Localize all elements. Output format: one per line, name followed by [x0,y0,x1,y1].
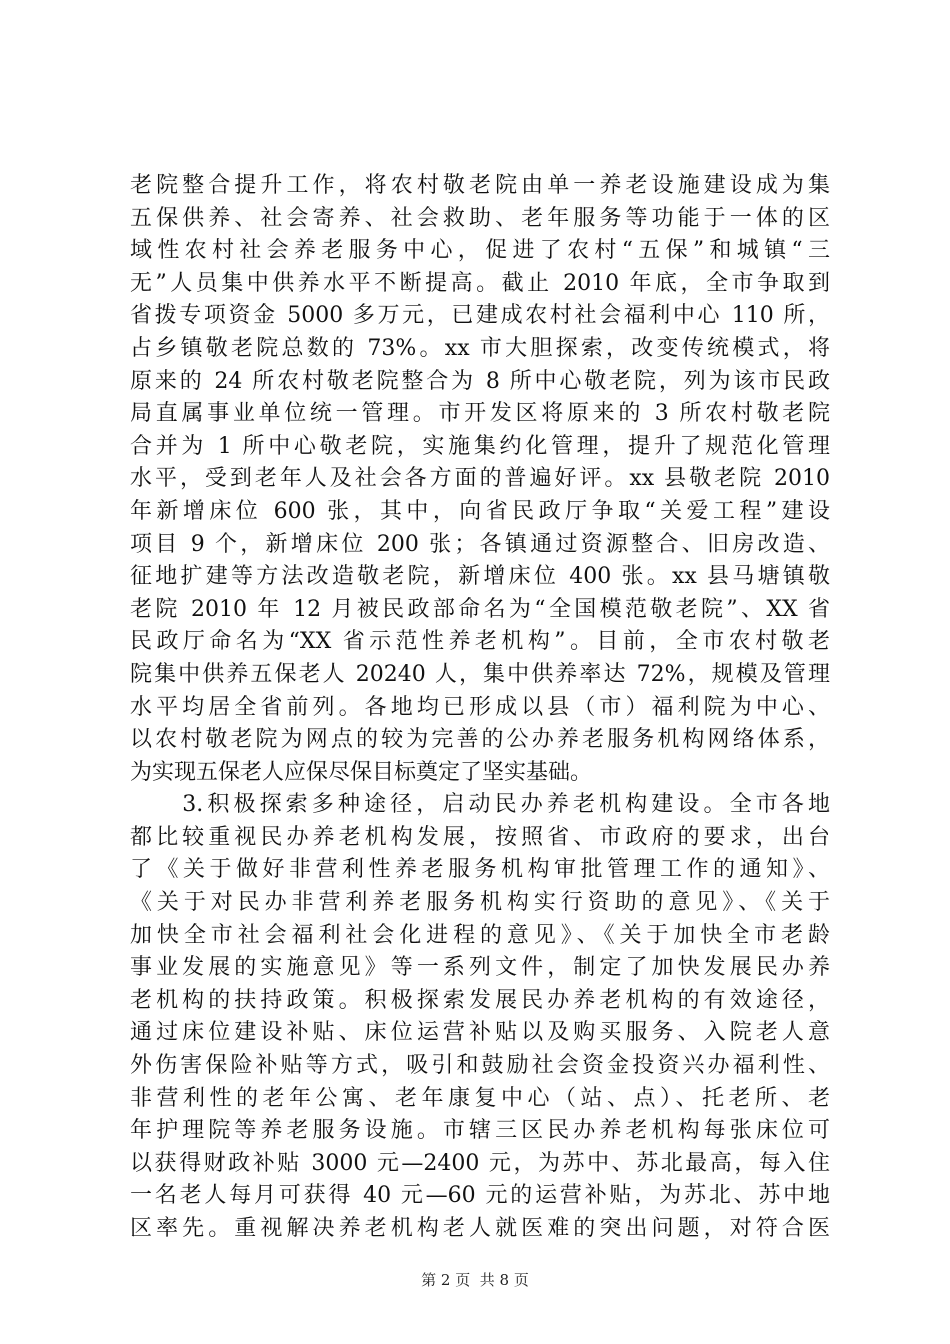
text-line: 一名老人每月可获得 40 元—60 元的运营补贴，为苏北、苏中地 [130,1183,830,1209]
text-line: 占乡镇敬老院总数的 73%。xx 市大胆探索，改变传统模式，将 [130,335,830,361]
text-line: 无”人员集中供养水平不断提高。截止 2010 年底，全市争取到 [130,270,830,296]
text-line: 年新增床位 600 张，其中，向省民政厅争取“关爱工程”建设 [130,498,830,524]
text-line: 征地扩建等方法改造敬老院，新增床位 400 张。xx 县马塘镇敬 [130,564,830,590]
text-line: 合并为 1 所中心敬老院，实施集约化管理，提升了规范化管理 [130,433,830,459]
paragraph-start-line: 3.积极探索多种途径，启动民办养老机构建设。全市各地 [130,792,830,818]
text-line: 《关于对民办非营利养老服务机构实行资助的意见》、《关于 [130,890,830,916]
text-line: 民政厅命名为“XX 省示范性养老机构”。目前，全市农村敬老 [130,629,830,655]
text-line: 加快全市社会福利社会化进程的意见》、《关于加快全市老龄 [130,922,830,948]
text-line: 院集中供养五保老人 20240 人，集中供养率达 72%，规模及管理 [130,661,830,687]
page-footer: 第 2 页 共 8 页 [421,1271,529,1289]
text-line: 都比较重视民办养老机构发展，按照省、市政府的要求，出台 [130,824,830,850]
text-line: 外伤害保险补贴等方式，吸引和鼓励社会资金投资兴办福利性、 [130,1053,830,1079]
text-line: 老机构的扶持政策。积极探索发展民办养老机构的有效途径， [130,987,830,1013]
text-line: 五保供养、社会寄养、社会救助、老年服务等功能于一体的区 [130,205,830,231]
text-line: 非营利性的老年公寓、老年康复中心（站、点）、托老所、老 [130,1085,830,1111]
text-line: 年护理院等养老服务设施。市辖三区民办养老机构每张床位可 [130,1118,830,1144]
text-line: 原来的 24 所农村敬老院整合为 8 所中心敬老院，列为该市民政 [130,368,830,394]
text-line: 以农村敬老院为网点的较为完善的公办养老服务机构网络体系， [130,727,830,753]
text-line: 域性农村社会养老服务中心，促进了农村“五保”和城镇“三 [130,238,830,264]
text-line: 项目 9 个，新增床位 200 张；各镇通过资源整合、旧房改造、 [130,531,830,557]
text-line: 水平均居全省前列。各地均已形成以县（市）福利院为中心、 [130,694,830,720]
text-line: 通过床位建设补贴、床位运营补贴以及购买服务、入院老人意 [130,1020,830,1046]
text-line: 水平，受到老年人及社会各方面的普遍好评。xx 县敬老院 2010 [130,466,830,492]
text-line: 老院整合提升工作，将农村敬老院由单一养老设施建设成为集 [130,173,830,198]
text-line: 区率先。重视解决养老机构老人就医难的突出问题，对符合医 [130,1216,830,1241]
text-line: 以获得财政补贴 3000 元—2400 元，为苏中、苏北最高，每入住 [130,1150,830,1176]
text-line: 省拨专项资金 5000 多万元，已建成农村社会福利中心 110 所， [130,303,830,329]
paragraph-end-line: 为实现五保老人应保尽保目标奠定了坚实基础。 [130,759,593,785]
text-line: 了《关于做好非营利性养老服务机构审批管理工作的通知》、 [130,857,830,883]
text-line: 事业发展的实施意见》等一系列文件，制定了加快发展民办养 [130,955,830,981]
body-text [130,170,830,1246]
text-line: 老院 2010 年 12 月被民政部命名为“全国模范敬老院”、XX 省 [130,596,830,622]
text-line: 局直属事业单位统一管理。市开发区将原来的 3 所农村敬老院 [130,401,830,427]
